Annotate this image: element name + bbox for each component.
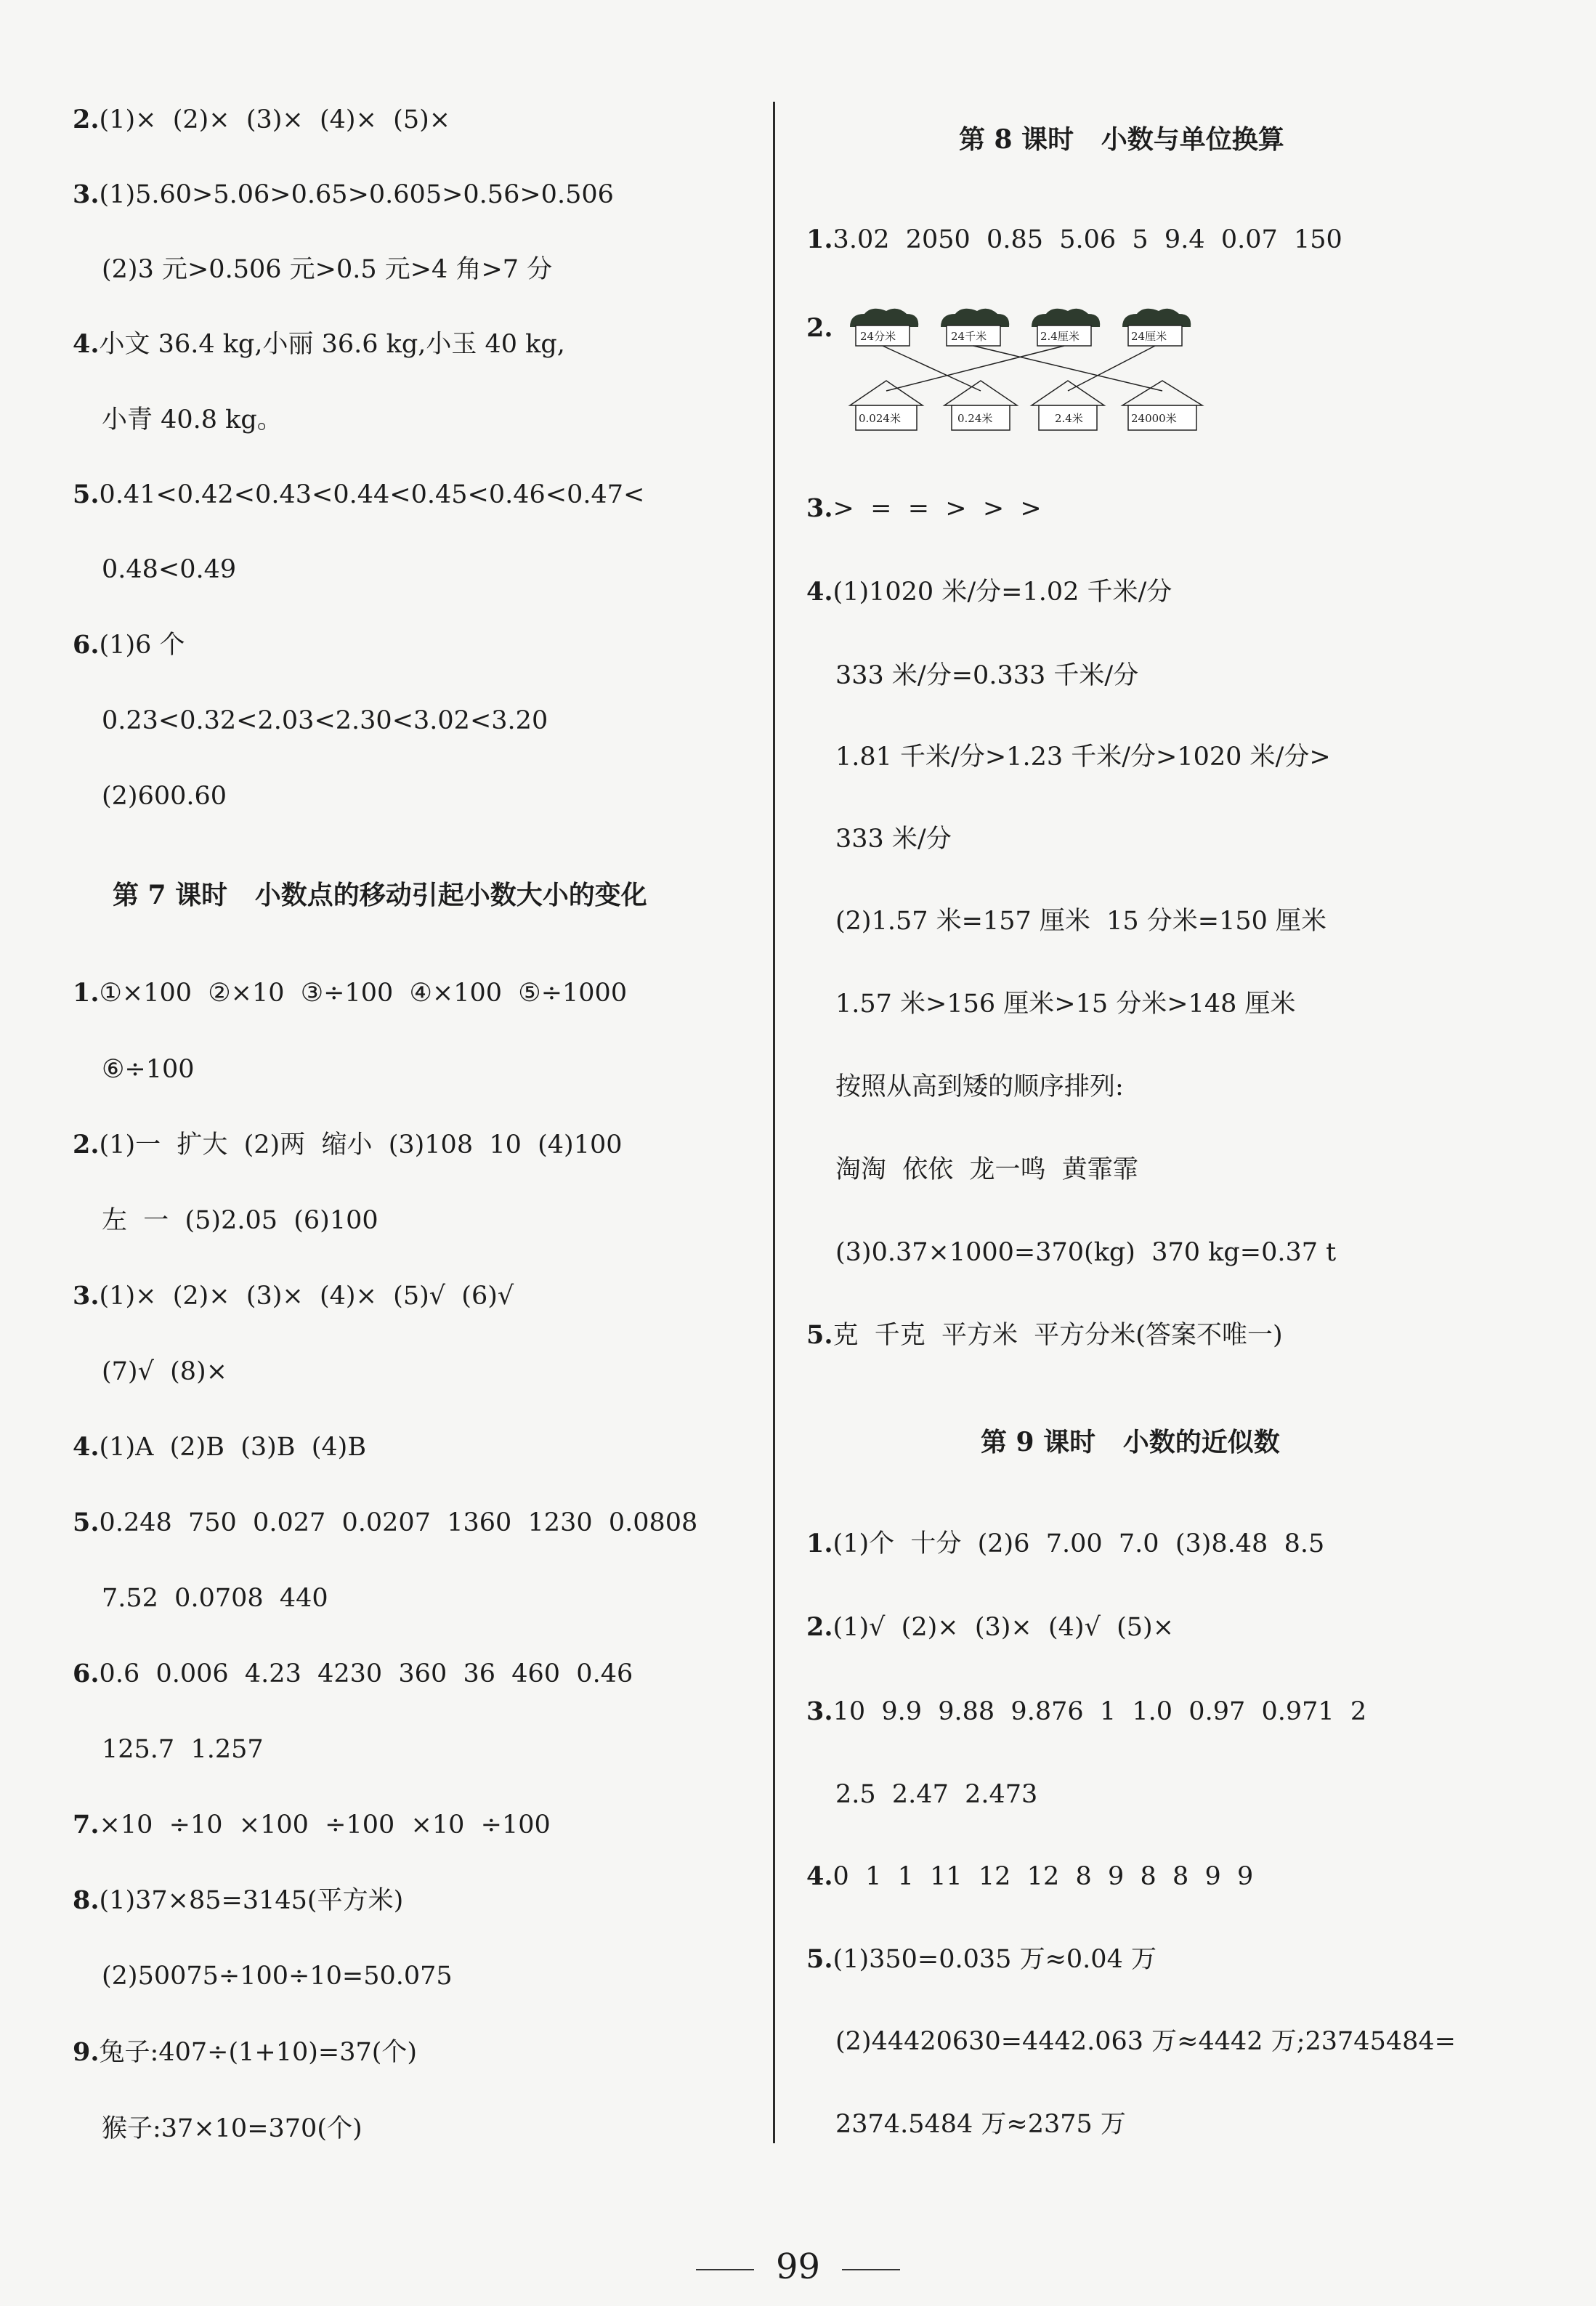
cloud-card bbox=[1122, 309, 1191, 346]
answer-line: 3.(1)5.60>5.06>0.65>0.605>0.56>0.506 bbox=[73, 179, 614, 209]
answer-line: 7.×10 ÷10 ×100 ÷100 ×10 ÷100 bbox=[73, 1810, 551, 1840]
page-number: 99 bbox=[775, 2246, 821, 2287]
answer-line: 1.3.02 2050 0.85 5.06 5 9.4 0.07 150 bbox=[806, 224, 1342, 254]
answer-line: 5.(1)350=0.035 万≈0.04 万 bbox=[806, 1944, 1157, 1974]
answer-line: 125.7 1.257 bbox=[102, 1735, 264, 1764]
cloud-card bbox=[1032, 309, 1100, 346]
answer-line: 小青 40.8 kg。 bbox=[102, 405, 283, 434]
answer-line: 2374.5484 万≈2375 万 bbox=[835, 2110, 1126, 2139]
answer-line: 1.57 米>156 厘米>15 分米>148 厘米 bbox=[835, 990, 1296, 1019]
answer-line: 3.10 9.9 9.88 9.876 1 1.0 0.97 0.971 2 bbox=[806, 1696, 1367, 1726]
cloud-card bbox=[850, 309, 918, 346]
section-heading-7: 第 7 课时 小数点的移动引起小数大小的变化 bbox=[113, 880, 647, 910]
answer-line: 4.(1)1020 米/分=1.02 千米/分 bbox=[806, 577, 1172, 607]
answer-line: 淘淘 依依 龙一鸣 黄霏霏 bbox=[835, 1155, 1138, 1184]
answer-line: 1.①×100 ②×10 ③÷100 ④×100 ⑤÷1000 bbox=[73, 978, 628, 1008]
answer-line: 0.23<0.32<2.03<2.30<3.02<3.20 bbox=[102, 706, 548, 735]
answer-line: 2. bbox=[806, 313, 833, 343]
answer-line: 6.0.6 0.006 4.23 4230 360 36 460 0.46 bbox=[73, 1659, 633, 1688]
answer-line: 4.(1)A (2)B (3)B (4)B bbox=[73, 1432, 367, 1462]
svg-text:2.4米: 2.4米 bbox=[1055, 412, 1083, 425]
answer-line: 按照从高到矮的顺序排列: bbox=[835, 1072, 1124, 1101]
answer-line: 3.(1)× (2)× (3)× (4)× (5)√ (6)√ bbox=[73, 1281, 514, 1311]
cloud-card bbox=[941, 309, 1009, 346]
answer-line: (2)50075÷100÷10=50.075 bbox=[102, 1962, 453, 1991]
footer-dash-left bbox=[696, 2269, 754, 2270]
answer-line: ⑥÷100 bbox=[102, 1055, 195, 1084]
answer-line: 5.0.41<0.42<0.43<0.44<0.45<0.46<0.47< bbox=[73, 480, 645, 509]
svg-text:24000米: 24000米 bbox=[1131, 412, 1177, 425]
answer-line: 1.81 千米/分>1.23 千米/分>1020 米/分> bbox=[835, 743, 1331, 772]
answer-line: 2.(1)一 扩大 (2)两 缩小 (3)108 10 (4)100 bbox=[73, 1130, 623, 1160]
footer-dash-right bbox=[842, 2269, 900, 2270]
answer-line: 333 米/分=0.333 千米/分 bbox=[835, 661, 1139, 690]
answer-line: 333 米/分 bbox=[835, 825, 952, 854]
house-card bbox=[850, 381, 923, 430]
svg-text:24分米: 24分米 bbox=[860, 330, 896, 343]
svg-text:2.4厘米: 2.4厘米 bbox=[1040, 330, 1079, 343]
house-card bbox=[1122, 381, 1202, 430]
answer-line: 9.兔子:407÷(1+10)=37(个) bbox=[73, 2037, 418, 2067]
answer-line: (2)1.57 米=157 厘米 15 分米=150 厘米 bbox=[835, 907, 1327, 936]
answer-line: 2.(1)√ (2)× (3)× (4)√ (5)× bbox=[806, 1612, 1175, 1642]
column-divider bbox=[773, 102, 775, 2143]
answer-line: (2)600.60 bbox=[102, 782, 227, 811]
answer-line: 3.> = = > > > bbox=[806, 493, 1042, 523]
answer-line: 4.小文 36.4 kg,小丽 36.6 kg,小玉 40 kg, bbox=[73, 329, 565, 359]
svg-text:0.24米: 0.24米 bbox=[957, 412, 993, 425]
section-heading-9: 第 9 课时 小数的近似数 bbox=[981, 1427, 1280, 1457]
answer-line: 6.(1)6 个 bbox=[73, 630, 185, 660]
matching-diagram bbox=[835, 305, 1213, 450]
match-lines bbox=[883, 346, 1162, 391]
svg-text:0.024米: 0.024米 bbox=[859, 412, 901, 425]
answer-line: 1.(1)个 十分 (2)6 7.00 7.0 (3)8.48 8.5 bbox=[806, 1529, 1325, 1558]
answer-line: 左 一 (5)2.05 (6)100 bbox=[102, 1206, 378, 1235]
section-heading-8: 第 8 课时 小数与单位换算 bbox=[959, 124, 1284, 155]
house-card bbox=[944, 381, 1017, 430]
answer-line: 8.(1)37×85=3145(平方米) bbox=[73, 1885, 404, 1915]
page-footer bbox=[0, 2245, 1596, 2289]
answer-line: (7)√ (8)× bbox=[102, 1357, 228, 1386]
answer-line: 2.5 2.47 2.473 bbox=[835, 1780, 1038, 1809]
answer-line: (2)3 元>0.506 元>0.5 元>4 角>7 分 bbox=[102, 255, 553, 284]
svg-text:24厘米: 24厘米 bbox=[1131, 330, 1167, 343]
answer-line: 5.克 千克 平方米 平方分米(答案不唯一) bbox=[806, 1320, 1283, 1350]
answer-line: 5.0.248 750 0.027 0.0207 1360 1230 0.0808 bbox=[73, 1508, 698, 1537]
answer-line: 猴子:37×10=370(个) bbox=[102, 2114, 362, 2143]
house-card bbox=[1032, 381, 1104, 430]
answer-line: 2.(1)× (2)× (3)× (4)× (5)× bbox=[73, 105, 451, 134]
answer-line: 0.48<0.49 bbox=[102, 555, 237, 584]
answer-line: (2)44420630=4442.063 万≈4442 万;23745484= bbox=[835, 2027, 1456, 2056]
answer-line: 4.0 1 1 11 12 12 8 9 8 8 9 9 bbox=[806, 1861, 1254, 1891]
svg-text:24千米: 24千米 bbox=[951, 330, 987, 343]
answer-line: 7.52 0.0708 440 bbox=[102, 1584, 328, 1613]
answer-line: (3)0.37×1000=370(kg) 370 kg=0.37 t bbox=[835, 1238, 1337, 1267]
